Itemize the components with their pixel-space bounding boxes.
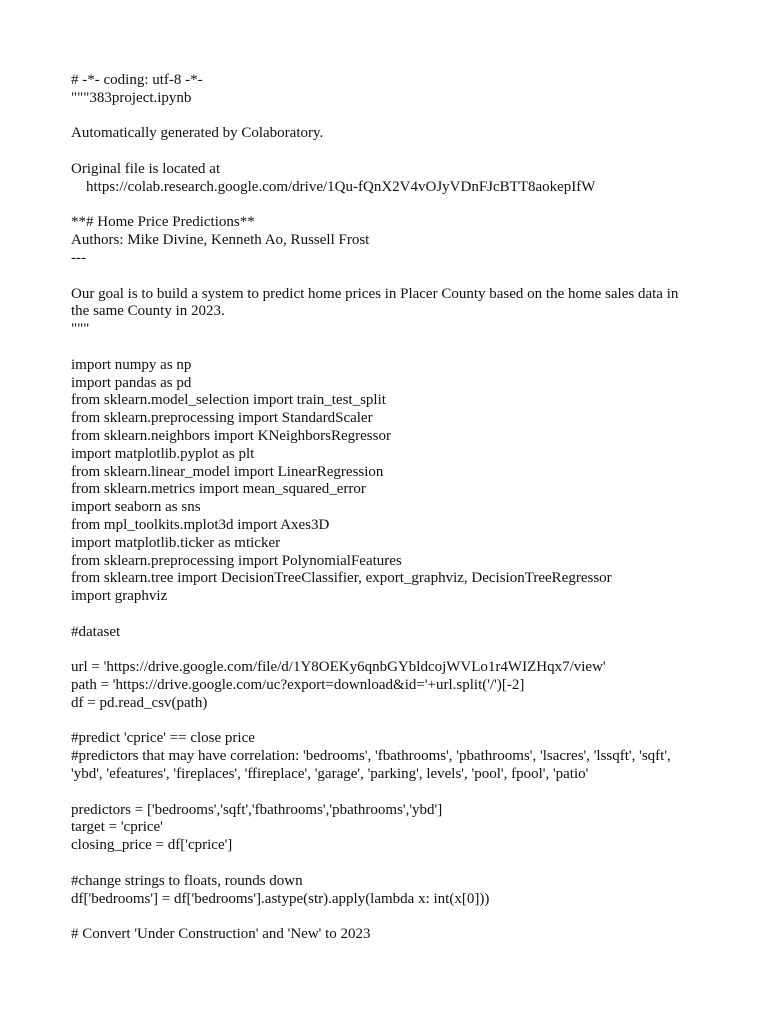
- code-line: df['bedrooms'] = df['bedrooms'].astype(str).apply(lambda x: int(x[0])): [71, 890, 490, 907]
- code-line: """383project.ipynb: [71, 89, 192, 106]
- code-line: df = pd.read_csv(path): [71, 694, 208, 711]
- code-line: Original file is located at: [71, 160, 221, 177]
- blank-line: [71, 108, 691, 126]
- blank-line: [71, 197, 691, 215]
- code-line: import matplotlib.pyplot as plt: [71, 445, 255, 462]
- blank-line: [71, 339, 691, 357]
- code-line: **# Home Price Predictions**: [71, 214, 255, 231]
- blank-line: [71, 143, 691, 161]
- code-line: url = 'https://drive.google.com/file/d/1Y8OEKy6qnbGYbldcojWVLo1r4WIZHqx7/view': [71, 659, 606, 676]
- blank-line: [71, 908, 691, 926]
- code-line: from sklearn.metrics import mean_squared_error: [71, 481, 366, 498]
- code-line: from sklearn.model_selection import train_test_split: [71, 392, 386, 409]
- blank-line: [71, 713, 691, 731]
- code-line: from sklearn.tree import DecisionTreeClassifier, export_graphviz, DecisionTreeRegressor: [71, 570, 612, 587]
- code-line: import seaborn as sns: [71, 499, 201, 516]
- blank-line: [71, 642, 691, 660]
- code-line: ---: [71, 249, 86, 266]
- code-line: # Convert 'Under Construction' and 'New' to 2023: [71, 926, 371, 943]
- code-line: closing_price = df['cprice']: [71, 837, 233, 854]
- code-line: # -*- coding: utf-8 -*-: [71, 72, 203, 88]
- document-page: [71, 72, 691, 944]
- blank-line: [71, 268, 691, 286]
- code-line: from sklearn.preprocessing import StandardScaler: [71, 410, 373, 427]
- code-line: target = 'cprice': [71, 819, 163, 836]
- code-line: """: [71, 321, 90, 338]
- code-line: #predict 'cprice' == close price: [71, 730, 255, 747]
- code-line: https://colab.research.google.com/drive/1Qu-fQnX2V4vOJyVDnFJcBTT8aokepIfW: [71, 178, 596, 195]
- code-line: import numpy as np: [71, 356, 192, 373]
- code-line: Authors: Mike Divine, Kenneth Ao, Russell Frost: [71, 232, 370, 249]
- code-line: #change strings to floats, rounds down: [71, 872, 303, 889]
- code-line: import pandas as pd: [71, 374, 192, 391]
- code-line: import graphviz: [71, 588, 168, 605]
- code-line: predictors = ['bedrooms','sqft','fbathrooms','pbathrooms','ybd']: [71, 801, 443, 818]
- code-line: #predictors that may have correlation: 'bedrooms', 'fbathrooms', 'pbathrooms', 'lsacres', 'lssqft', 'sqft', 'ybd', 'efeatures', 'fireplaces', 'ffireplace', 'garage', 'parking', levels', 'pool', fpool', 'patio': [71, 748, 675, 783]
- code-line: Our goal is to build a system to predict home prices in Placer County based on the home sales data in the same County in 2023.: [71, 285, 683, 320]
- code-line: Automatically generated by Colaboratory.: [71, 125, 324, 142]
- blank-line: [71, 855, 691, 873]
- code-line: #dataset: [71, 623, 121, 640]
- blank-line: [71, 784, 691, 802]
- code-line: from mpl_toolkits.mplot3d import Axes3D: [71, 516, 330, 533]
- blank-line: [71, 606, 691, 624]
- code-line: from sklearn.neighbors import KNeighborsRegressor: [71, 427, 391, 444]
- code-line: from sklearn.linear_model import LinearRegression: [71, 463, 384, 480]
- code-line: path = 'https://drive.google.com/uc?export=download&id='+url.split('/')[-2]: [71, 677, 525, 694]
- code-line: import matplotlib.ticker as mticker: [71, 534, 281, 551]
- code-line: from sklearn.preprocessing import PolynomialFeatures: [71, 552, 402, 569]
